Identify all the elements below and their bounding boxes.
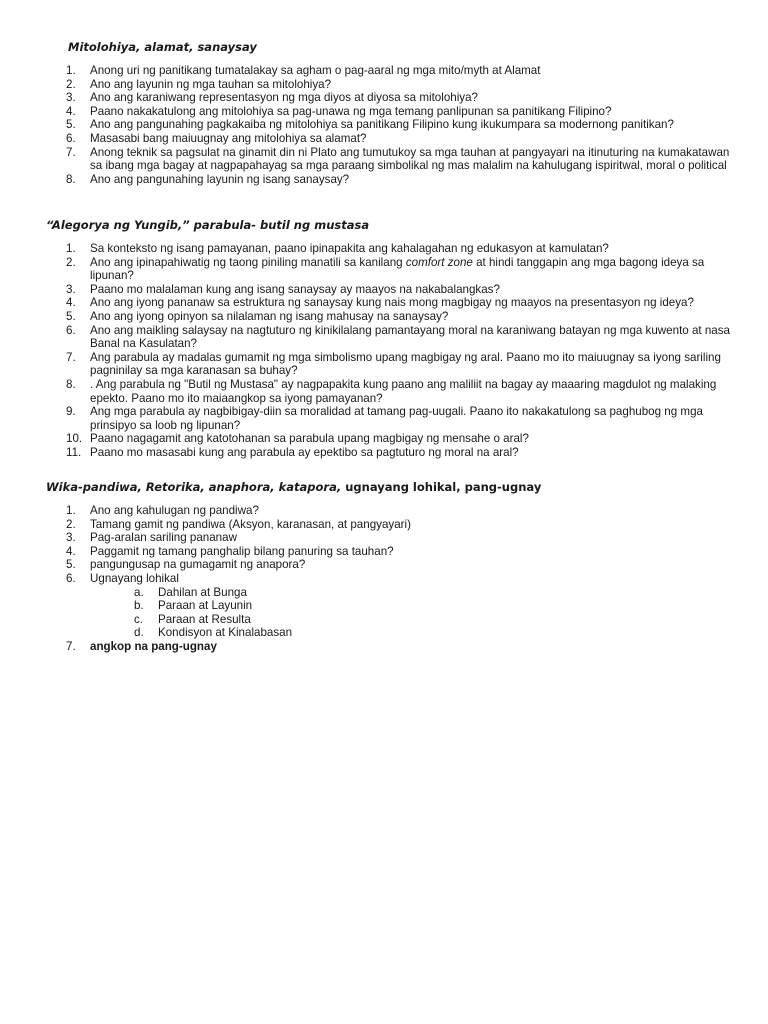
section2-heading: “Alegorya ng Yungib,” parabula- butil ng mustasa [46,218,370,232]
list-item: 4. Paano nakakatulong ang mitolohiya sa pag-unawa ng mga temang panlipunan sa panitikang Filipino? [66,104,612,118]
list-item: 5. Ano ang iyong opinyon sa nilalaman ng isang mahusay na sanaysay? [66,309,449,323]
list-item: 11. Paano mo masasabi kung ang parabula ay epektibo sa pagtuturo ng moral na aral? [66,445,519,459]
list-item: 2. Ano ang layunin ng mga tauhan sa mitolohiya? [66,77,332,91]
section1-heading: Mitolohiya, alamat, sanaysay [68,40,257,54]
emphasis-text: comfort zone [405,255,473,269]
list-item: 8. Ano ang pangunahing layunin ng isang sanaysay? [66,172,350,186]
section1-list [0,64,768,186]
list-item: 3. Paano mo malalaman kung ang isang sanaysay ay maayos na nakabalangkas? [66,282,500,296]
list-item: 2. Ano ang ipinapahiwatig ng taong piniling manatili sa kanilang comfort zone at hindi tanggapin ang mga bagong ideya sa lipunan? [0,256,768,283]
section3-list [0,504,768,654]
list-item: 2. Tamang gamit ng pandiwa (Aksyon, karanasan, at pangyayari) [66,517,411,531]
list-item: 10. Paano nagagamit ang katotohanan sa parabula upang magbigay ng mensahe o aral? [66,432,529,446]
list-item: 1. Sa konteksto ng isang pamayanan, paano ipinapakita ang kahalagahan ng edukasyon at kamulatan? [66,242,609,255]
section2-list [0,242,768,460]
list-item: 3. Ano ang karaniwang representasyon ng mga diyos at diyosa sa mitolohiya? [66,91,478,105]
list-item-text: Ano ang ipinapahiwatig ng taong piniling manatili sa kanilang comfort zone at hindi tanggapin ang mga bagong ideya sa lipunan? [90,255,705,283]
list-item: 4. Paggamit ng tamang panghalip bilang panuring sa tauhan? [66,544,394,558]
list-item: 3. Pag-aralan sariling pananaw [66,531,237,545]
list-item: 5. Ano ang pangunahing pagkakaiba ng mitolohiya sa panitikang Filipino kung ikukumpara sa modernong panitikan? [66,118,674,132]
section3-heading: Wika-pandiwa, Retorika, anaphora, katapora, ugnayang lohikal, pang-ugnay [46,480,542,494]
sub-list-item: b. Paraan at Layunin [134,599,253,613]
list-item: 6. Ano ang maikling salaysay na nagtuturo ng kinikilalang pamantayang moral na karaniwang batayan ng mga kuwento at nasa Banal na Kasulatan? [66,323,730,351]
list-item: 7. Ang parabula ay madalas gumamit ng mga simbolismo upang magbigay ng aral. Paano mo ito maiuugnay sa iyong sariling pagninilay sa mga karanasan sa buhay? [66,350,721,378]
sub-list-item: a. Dahilan at Bunga [134,585,247,599]
list-item: 8. . Ang parabula ng "Butil ng Mustasa" ay nagpapakita kung paano ang maliliit na bagay ay maaaring magdulot ng malaking epekto. Paano mo ito maiaangkop sa iyong pamayanan? [66,377,717,405]
list-item: 6. Ugnayang lohikal [66,571,179,585]
list-item: 7. angkop na pang-ugnay [66,639,217,653]
list-item: 6. Masasabi bang maiuugnay ang mitolohiya sa alamat? [66,131,367,145]
list-item: 1. Anong uri ng panitikang tumatalakay sa agham o pag-aaral ng mga mito/myth at Alamat [66,64,541,77]
sub-list-item: c. Paraan at Resulta [134,612,251,626]
list-item: 4. Ano ang iyong pananaw sa estruktura ng sanaysay kung nais mong magbigay ng maayos na presentasyon ng ideya? [66,296,694,310]
list-item: 5. pangungusap na gumagamit ng anapora? [66,558,306,572]
sub-list-item: d. Kondisyon at Kinalabasan [134,626,293,640]
list-item: 9. Ang mga parabula ay nagbibigay-diin sa moralidad at tamang pag-uugali. Paano ito nakakatulong sa paghubog ng mga prinsipyo sa loob ng lipunan? [66,405,703,432]
list-item: 7. Anong teknik sa pagsulat na ginamit din ni Plato ang tumutukoy sa mga tauhan at pangyayari na itinuturing na kumakatawan sa ibang mga bagay at nagpapahayag sa mga paraang simbolikal ng mas malalim na kahulugang ispiritwal, moral o political [66,145,730,173]
list-item: 1. Ano ang kahulugan ng pandiwa? [66,504,259,517]
